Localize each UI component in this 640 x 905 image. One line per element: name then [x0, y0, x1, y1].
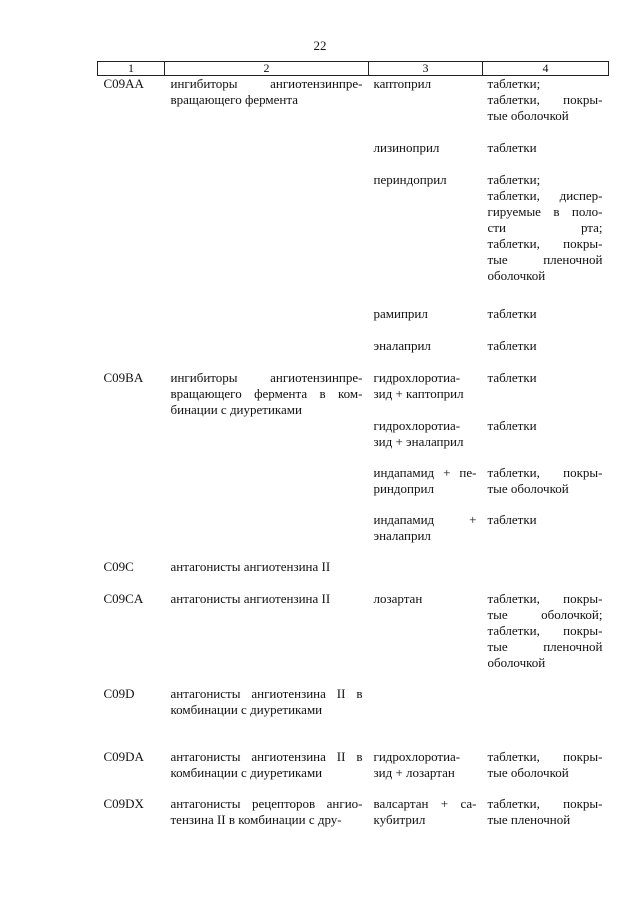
drug-cell — [369, 796, 483, 856]
dosage-form-cell-line: оболочкой — [487, 654, 546, 670]
dosage-form-cell-line: таблетки — [487, 511, 537, 527]
group-cell-line: антагонисты ангиотензина II — [170, 590, 331, 606]
group-cell-line: ингибиторы ангиотензинпре- — [170, 76, 363, 91]
drug-cell-line: эналаприл — [373, 527, 431, 543]
code-cell — [98, 140, 165, 172]
table-row — [98, 338, 609, 370]
dosage-form-cell — [483, 338, 609, 370]
table-row — [98, 512, 609, 559]
code-cell — [98, 749, 165, 796]
dosage-form-cell — [483, 418, 609, 465]
group-cell — [165, 172, 369, 306]
dosage-form-cell-line: таблетки — [487, 139, 537, 155]
atc-code: C09AA — [103, 76, 144, 91]
dosage-form-cell — [483, 749, 609, 796]
dosage-form-cell-line: таблетки, диспер- — [487, 187, 603, 203]
drug-cell-line: периндоприл — [373, 171, 447, 187]
code-cell — [98, 512, 165, 559]
page-number: 22 — [313, 38, 327, 53]
dosage-form-cell — [483, 306, 609, 338]
drug-cell-line: валсартан + са- — [373, 795, 477, 811]
atc-code: C09C — [103, 558, 134, 574]
group-cell — [165, 338, 369, 370]
group-cell — [165, 306, 369, 338]
drug-cell — [369, 370, 483, 418]
dosage-form-cell — [483, 796, 609, 856]
drug-cell — [369, 140, 483, 172]
dosage-form-cell-line: таблетки, покры- — [487, 92, 603, 107]
atc-code: C09CA — [103, 590, 144, 606]
table-row — [98, 591, 609, 686]
group-cell — [165, 686, 369, 749]
atc-code: C09D — [103, 685, 135, 701]
dosage-form-cell-line: тые оболочкой — [487, 764, 569, 780]
drug-cell — [369, 591, 483, 686]
table-row — [98, 465, 609, 512]
drug-cell-line: гидрохлоротиа- — [373, 369, 461, 385]
dosage-form-cell-line: оболочкой — [487, 267, 546, 283]
drug-cell-line: лозартан — [373, 590, 423, 606]
dosage-form-cell-line: таблетки, покры- — [487, 795, 603, 811]
dosage-form-cell-line: таблетки; — [487, 76, 541, 91]
drug-cell-line: каптоприл — [373, 76, 432, 91]
group-cell-line: комбинации с диуретиками — [170, 701, 323, 717]
group-cell-line: антагонисты ангиотензина II в — [170, 685, 363, 701]
dosage-form-cell-line: сти рта; — [487, 219, 603, 235]
dosage-form-cell — [483, 512, 609, 559]
drug-cell — [369, 172, 483, 306]
code-cell — [98, 591, 165, 686]
table-row — [98, 172, 609, 306]
drug-cell-line: кубитрил — [373, 811, 426, 827]
table-row — [98, 559, 609, 591]
group-cell-line: бинации с диуретиками — [170, 401, 302, 417]
group-cell — [165, 512, 369, 559]
code-cell — [98, 338, 165, 370]
table-row — [98, 686, 609, 749]
dosage-form-cell — [483, 76, 609, 140]
dosage-form-cell-line: таблетки, покры- — [487, 622, 603, 638]
group-cell — [165, 418, 369, 465]
drug-cell — [369, 306, 483, 338]
code-cell — [98, 76, 165, 140]
dosage-form-cell-line: гируемые в поло- — [487, 203, 603, 219]
drug-cell-line: гидрохлоротиа- — [373, 417, 461, 433]
dosage-form-cell-line: таблетки, покры- — [487, 464, 603, 480]
table-body — [98, 76, 609, 856]
atc-code: C09BA — [103, 369, 144, 385]
medication-table — [97, 61, 609, 856]
group-cell — [165, 465, 369, 512]
drug-cell — [369, 686, 483, 749]
group-cell-line: антагонисты ангиотензина II в — [170, 748, 363, 764]
dosage-form-cell-line: таблетки — [487, 337, 537, 353]
group-cell — [165, 591, 369, 686]
column-header-3: 3 — [369, 62, 483, 76]
code-cell — [98, 559, 165, 591]
dosage-form-cell-line: таблетки — [487, 369, 537, 385]
drug-cell-line: индапамид + пе- — [373, 464, 477, 480]
atc-code: C09DX — [103, 795, 144, 811]
code-cell — [98, 465, 165, 512]
dosage-form-cell-line: тые оболочкой — [487, 480, 569, 496]
dosage-form-cell-line: тые пленочной — [487, 811, 571, 827]
table-row — [98, 370, 609, 418]
group-cell-line: антагонисты рецепторов ангио- — [170, 795, 363, 811]
drug-cell-line: эналаприл — [373, 337, 431, 353]
table-header-row — [98, 62, 609, 76]
code-cell — [98, 796, 165, 856]
group-cell-line: антагонисты ангиотензина II — [170, 558, 331, 574]
dosage-form-cell — [483, 559, 609, 591]
code-cell — [98, 172, 165, 306]
dosage-form-cell — [483, 370, 609, 418]
drug-cell — [369, 76, 483, 140]
dosage-form-cell-line: тые пленочной — [487, 251, 603, 267]
drug-cell-line: рамиприл — [373, 305, 428, 321]
code-cell — [98, 306, 165, 338]
group-cell — [165, 796, 369, 856]
drug-cell-line: риндоприл — [373, 480, 434, 496]
group-cell-line: тензина II в комбинации с дру- — [170, 811, 342, 827]
group-cell-line: комбинации с диуретиками — [170, 764, 323, 780]
drug-cell-line: зид + каптоприл — [373, 385, 464, 401]
drug-cell — [369, 512, 483, 559]
group-cell — [165, 559, 369, 591]
code-cell — [98, 686, 165, 749]
dosage-form-cell-line: тые оболочкой; — [487, 606, 603, 622]
dosage-form-cell — [483, 465, 609, 512]
drug-cell — [369, 418, 483, 465]
dosage-form-cell-line: таблетки, покры- — [487, 748, 603, 764]
table-row — [98, 76, 609, 140]
atc-code: C09DA — [103, 748, 144, 764]
dosage-form-cell-line: таблетки — [487, 417, 537, 433]
group-cell-line: вращающего фермента в ком- — [170, 385, 363, 401]
dosage-form-cell — [483, 172, 609, 306]
drug-cell — [369, 338, 483, 370]
dosage-form-cell-line: тые оболочкой — [487, 108, 569, 123]
group-cell — [165, 76, 369, 140]
table-row — [98, 749, 609, 796]
drug-cell — [369, 465, 483, 512]
drug-cell-line: гидрохлоротиа- — [373, 748, 461, 764]
table-row — [98, 418, 609, 465]
code-cell — [98, 418, 165, 465]
dosage-form-cell — [483, 140, 609, 172]
dosage-form-cell-line: таблетки, покры- — [487, 590, 603, 606]
table-row — [98, 140, 609, 172]
table-row — [98, 796, 609, 856]
group-cell — [165, 140, 369, 172]
group-cell-line: ингибиторы ангиотензинпре- — [170, 369, 363, 385]
table-row — [98, 306, 609, 338]
dosage-form-cell — [483, 686, 609, 749]
drug-cell-line: зид + лозартан — [373, 764, 455, 780]
dosage-form-cell-line: таблетки, покры- — [487, 235, 603, 251]
drug-cell-line: зид + эналаприл — [373, 433, 464, 449]
dosage-form-cell-line: тые пленочной — [487, 638, 603, 654]
dosage-form-cell-line: таблетки; — [487, 171, 541, 187]
drug-cell-line: лизиноприл — [373, 139, 440, 155]
group-cell-line: вращающего фермента — [170, 92, 298, 107]
drug-cell-line: индапамид + — [373, 511, 477, 527]
column-header-4: 4 — [483, 62, 609, 76]
code-cell — [98, 370, 165, 418]
group-cell — [165, 370, 369, 418]
drug-cell — [369, 749, 483, 796]
drug-cell — [369, 559, 483, 591]
dosage-form-cell — [483, 591, 609, 686]
column-header-2: 2 — [165, 62, 369, 76]
dosage-form-cell-line: таблетки — [487, 305, 537, 321]
column-header-1: 1 — [98, 62, 165, 76]
group-cell — [165, 749, 369, 796]
